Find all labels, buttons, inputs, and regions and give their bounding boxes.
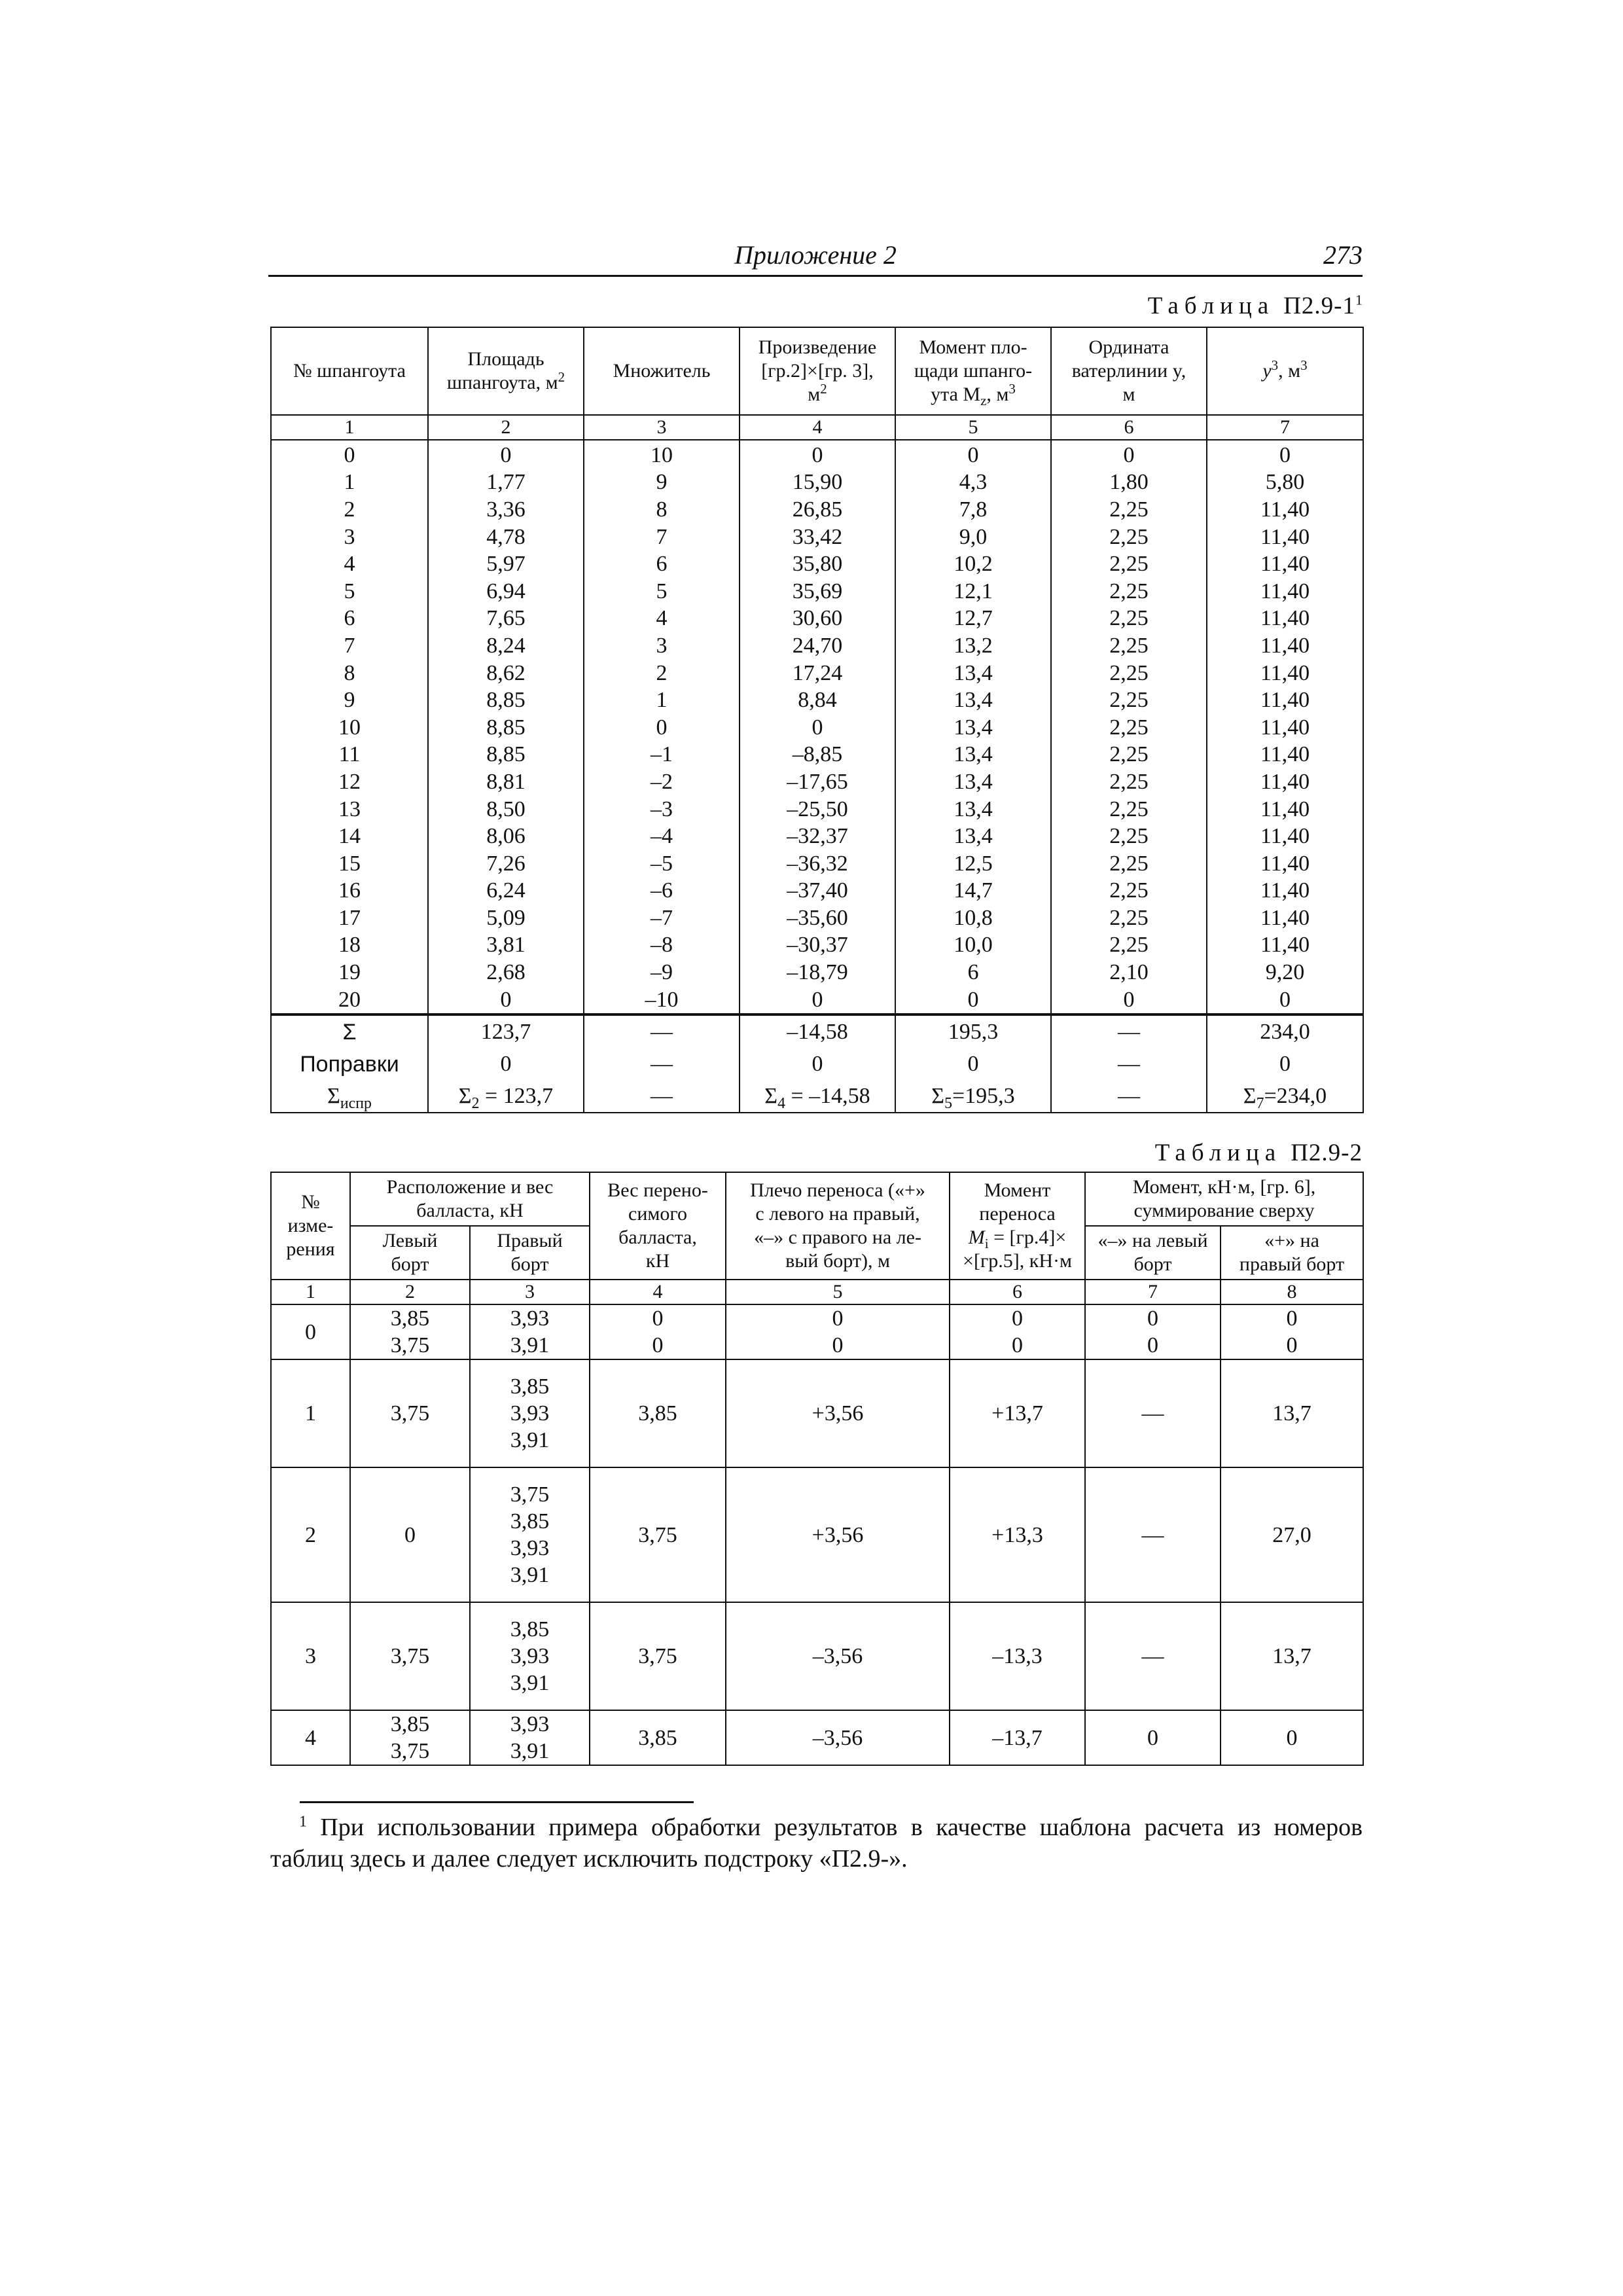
table-cell: 27,0: [1221, 1467, 1363, 1602]
table-cell: 0: [1085, 1710, 1221, 1765]
table-cell: 13,4: [895, 823, 1051, 850]
table-cell: –5: [584, 850, 740, 878]
table-cell: 11,40: [1207, 796, 1363, 823]
table-cell: –36,32: [740, 850, 895, 878]
corrections-label: Поправки: [271, 1048, 428, 1080]
table-cell: 0: [428, 440, 584, 469]
table-cell: 0 0: [950, 1304, 1085, 1359]
table-cell: 8,24: [428, 632, 584, 660]
column-number: 2: [350, 1280, 470, 1304]
measurement-number: 3: [271, 1602, 350, 1710]
table-cell: 5,97: [428, 550, 584, 578]
table-cell: 12: [271, 768, 428, 796]
table-cell: 11: [271, 742, 428, 769]
table-cell: 17: [271, 905, 428, 932]
table-cell: —: [1051, 1014, 1207, 1048]
column-number: 6: [950, 1280, 1085, 1304]
table-cell: 0: [428, 986, 584, 1015]
table-1-footnote-mark: 1: [1355, 291, 1363, 308]
table-cell: 3: [584, 632, 740, 660]
table-cell: 2,25: [1051, 878, 1207, 905]
table-cell: 11,40: [1207, 714, 1363, 742]
table-cell: 10: [271, 714, 428, 742]
table-cell: 8,85: [428, 714, 584, 742]
table-cell: 0: [428, 1048, 584, 1080]
table-cell: 6: [895, 959, 1051, 986]
table-cell: 3,85 3,75: [350, 1710, 470, 1765]
header-transfer-moment: Момент переноса $M_i = [гр.4]\times$ ×[гр.5], кН·м: [950, 1172, 1085, 1280]
table-cell: 3,85: [590, 1710, 726, 1765]
table-cell: 1,80: [1051, 469, 1207, 497]
table-row: [271, 959, 1363, 986]
table-cell: –4: [584, 823, 740, 850]
table-row: [271, 440, 1363, 469]
table-cell: 11,40: [1207, 878, 1363, 905]
table-cell: 0: [1221, 1710, 1363, 1765]
table-cell: 0: [740, 1048, 895, 1080]
table-cell: —: [1051, 1048, 1207, 1080]
measurement-number: 0: [271, 1304, 350, 1359]
table-cell: 2,25: [1051, 823, 1207, 850]
table-cell: 10: [584, 440, 740, 469]
table-cell: 0: [740, 986, 895, 1015]
table-cell: 8,50: [428, 796, 584, 823]
table-cell: 6,24: [428, 878, 584, 905]
table-cell: 7,26: [428, 850, 584, 878]
table-1-body: [271, 440, 1363, 1014]
table-cell: 0: [584, 714, 740, 742]
table-cell: 13,4: [895, 768, 1051, 796]
table-cell: 0: [271, 440, 428, 469]
header-area-moment: Момент пло- щади шпанго- ута $M_z$, $м^3$: [895, 327, 1051, 415]
table-cell: 2,25: [1051, 932, 1207, 960]
table-cell: 0: [1207, 1048, 1363, 1080]
footnote-divider: [300, 1801, 694, 1803]
table-cell: 5,80: [1207, 469, 1363, 497]
table-cell: 4,78: [428, 524, 584, 551]
table-row: [271, 932, 1363, 960]
header-waterline-ordinate: Ордината ватерлинии y, м: [1051, 327, 1207, 415]
table-cell: 9,20: [1207, 959, 1363, 986]
table-row: [271, 986, 1363, 1015]
table-cell: 0: [895, 1048, 1051, 1080]
table-cell: 2: [271, 496, 428, 524]
table-cell: –13,7: [950, 1710, 1085, 1765]
table-row: [271, 660, 1363, 687]
table-2-header-row: [271, 1172, 1363, 1226]
table-cell: –13,3: [950, 1602, 1085, 1710]
column-number: 3: [584, 415, 740, 440]
table-cell: —: [1085, 1467, 1221, 1602]
table-cell: 3,75: [590, 1467, 726, 1602]
measurement-number: 2: [271, 1467, 350, 1602]
table-cell: 2,68: [428, 959, 584, 986]
table-row: [271, 878, 1363, 905]
table-cell: 3,85 3,93 3,91: [470, 1359, 590, 1467]
table-1-totals: [271, 1014, 1363, 1113]
table-cell: 2: [584, 660, 740, 687]
table-cell: 2,25: [1051, 496, 1207, 524]
column-number: 3: [470, 1280, 590, 1304]
table-cell: 0: [1207, 440, 1363, 469]
table-cell: 5,09: [428, 905, 584, 932]
table-cell: 13,4: [895, 687, 1051, 714]
table-cell: –10: [584, 986, 740, 1015]
table-cell: 4: [584, 605, 740, 633]
table-row: [271, 850, 1363, 878]
table-row: [271, 632, 1363, 660]
table-cell: 2,25: [1051, 742, 1207, 769]
header-frame-area: Площадь шпангоута, $м^2$: [428, 327, 584, 415]
table-cell: —: [584, 1014, 740, 1048]
table-cell: 3,36: [428, 496, 584, 524]
table-cell: 11,40: [1207, 905, 1363, 932]
corrected-moment-sum: $\Sigma_5=195,3$: [895, 1080, 1051, 1113]
table-cell: 13,2: [895, 632, 1051, 660]
table-cell: 15: [271, 850, 428, 878]
column-number: 5: [895, 415, 1051, 440]
table-cell: 0: [1207, 986, 1363, 1015]
column-number: 7: [1207, 415, 1363, 440]
header-moved-ballast-weight: Вес перено- симого балласта, кН: [590, 1172, 726, 1280]
header-frame-number: № шпангоута: [271, 327, 428, 415]
measurement-number: 1: [271, 1359, 350, 1467]
table-cell: 16: [271, 878, 428, 905]
table-cell: 0: [740, 714, 895, 742]
table-cell: 5: [584, 578, 740, 605]
sum-row: [271, 1014, 1363, 1048]
table-cell: 30,60: [740, 605, 895, 633]
table-cell: 10,0: [895, 932, 1051, 960]
table-cell: 3,85 3,75: [350, 1304, 470, 1359]
table-cell: –32,37: [740, 823, 895, 850]
table-cell: 0 0: [1085, 1304, 1221, 1359]
table-cell: 11,40: [1207, 632, 1363, 660]
table-cell: 10,8: [895, 905, 1051, 932]
table-cell: –6: [584, 878, 740, 905]
table-cell: 8: [271, 660, 428, 687]
table-2-caption: [1155, 1139, 1363, 1167]
table-cell: 0: [350, 1467, 470, 1602]
table-1-header-row: [271, 327, 1363, 415]
column-number: 2: [428, 415, 584, 440]
sum-label: Σ: [271, 1014, 428, 1048]
table-cell: 8,84: [740, 687, 895, 714]
table-cell: 11,40: [1207, 768, 1363, 796]
table-cell: 0: [740, 440, 895, 469]
table-cell: +3,56: [726, 1467, 950, 1602]
table-cell: 13,4: [895, 742, 1051, 769]
column-number: 4: [740, 415, 895, 440]
table-cell: 2,25: [1051, 714, 1207, 742]
header-left-side: Левый борт: [350, 1226, 470, 1280]
table-cell: 8,06: [428, 823, 584, 850]
table-cell: 11,40: [1207, 687, 1363, 714]
table-cell: 8: [584, 496, 740, 524]
table-cell: 13: [271, 796, 428, 823]
table-cell: 123,7: [428, 1014, 584, 1048]
table-cell: 2,25: [1051, 687, 1207, 714]
table-cell: 11,40: [1207, 496, 1363, 524]
header-measurement-number: № изме- рения: [271, 1172, 350, 1280]
table-cell: —: [1085, 1359, 1221, 1467]
table-cell: 8,85: [428, 742, 584, 769]
table-cell: –3,56: [726, 1710, 950, 1765]
table-cell: –1: [584, 742, 740, 769]
table-cell: 7,8: [895, 496, 1051, 524]
table-cell: 2,25: [1051, 796, 1207, 823]
table-row: [271, 1467, 1363, 1602]
page-header: [268, 240, 1363, 277]
table-cell: 1: [584, 687, 740, 714]
table-row: [271, 578, 1363, 605]
table-1-caption-number: П2.9-1: [1283, 293, 1355, 319]
header-product: Произведение [гр.2]×[гр. 3], $м^2$: [740, 327, 895, 415]
table-cell: 8,81: [428, 768, 584, 796]
table-cell: —: [584, 1080, 740, 1113]
column-number: 6: [1051, 415, 1207, 440]
table-cell: 24,70: [740, 632, 895, 660]
table-cell: 0: [895, 986, 1051, 1015]
table-cell: 13,7: [1221, 1359, 1363, 1467]
table-cell: 234,0: [1207, 1014, 1363, 1048]
table-cell: 2,10: [1051, 959, 1207, 986]
table-cell: 3,81: [428, 932, 584, 960]
table-cell: 3,93 3,91: [470, 1304, 590, 1359]
table-cell: 4,3: [895, 469, 1051, 497]
footnote-mark: 1: [299, 1813, 307, 1831]
table-2-column-number-row: [271, 1280, 1363, 1304]
table-cell: 26,85: [740, 496, 895, 524]
table-2-caption-number: П2.9-2: [1291, 1139, 1363, 1166]
header-to-right-side: «+» на правый борт: [1221, 1226, 1363, 1280]
table-cell: +3,56: [726, 1359, 950, 1467]
table-cell: 1,77: [428, 469, 584, 497]
table-row: [271, 550, 1363, 578]
table-cell: 5: [271, 578, 428, 605]
table-cell: 11,40: [1207, 850, 1363, 878]
table-cell: 11,40: [1207, 550, 1363, 578]
column-number: 7: [1085, 1280, 1221, 1304]
table-cell: –18,79: [740, 959, 895, 986]
table-cell: 8,85: [428, 687, 584, 714]
table-cell: –25,50: [740, 796, 895, 823]
table-cell: 35,69: [740, 578, 895, 605]
table-row: [271, 605, 1363, 633]
table-row: [271, 714, 1363, 742]
table-cell: –9: [584, 959, 740, 986]
running-title: Приложение 2: [734, 240, 897, 270]
corrected-area-sum: $\Sigma_2 = 123,7$: [428, 1080, 584, 1113]
table-cell: 14: [271, 823, 428, 850]
measurement-number: 4: [271, 1710, 350, 1765]
corrected-product-sum: $\Sigma_4 = -14,58$: [740, 1080, 895, 1113]
table-2-caption-word: Таблица: [1154, 1139, 1282, 1166]
table-cell: 6: [271, 605, 428, 633]
table-cell: 3,93 3,91: [470, 1710, 590, 1765]
table-row: [271, 469, 1363, 497]
table-cell: 0 0: [1221, 1304, 1363, 1359]
table-cell: 3,85: [590, 1359, 726, 1467]
table-cell: 2,25: [1051, 850, 1207, 878]
table-cell: 7: [271, 632, 428, 660]
table-cell: 17,24: [740, 660, 895, 687]
header-right-side: Правый борт: [470, 1226, 590, 1280]
table-cell: 6,94: [428, 578, 584, 605]
table-cell: –35,60: [740, 905, 895, 932]
table-cell: 2,25: [1051, 768, 1207, 796]
corrected-sum-row: [271, 1080, 1363, 1113]
table-row: [271, 905, 1363, 932]
table-cell: 11,40: [1207, 742, 1363, 769]
table-cell: 0 0: [726, 1304, 950, 1359]
table-cell: 0 0: [590, 1304, 726, 1359]
table-cell: 2,25: [1051, 905, 1207, 932]
table-cell: 10,2: [895, 550, 1051, 578]
table-cell: 195,3: [895, 1014, 1051, 1048]
header-ballast-location: Расположение и вес балласта, кН: [350, 1172, 590, 1226]
table-row: [271, 742, 1363, 769]
table-cell: +13,3: [950, 1467, 1085, 1602]
table-cell: 7,65: [428, 605, 584, 633]
table-row: [271, 796, 1363, 823]
table-cell: –3,56: [726, 1602, 950, 1710]
table-cell: –8: [584, 932, 740, 960]
table-cell: 11,40: [1207, 932, 1363, 960]
table-1: [270, 327, 1364, 1113]
table-cell: +13,7: [950, 1359, 1085, 1467]
column-number: 8: [1221, 1280, 1363, 1304]
footnote: [270, 1812, 1363, 1874]
table-cell: 4: [271, 550, 428, 578]
table-cell: 11,40: [1207, 605, 1363, 633]
table-row: [271, 1602, 1363, 1710]
table-2: [270, 1172, 1364, 1766]
table-cell: 13,4: [895, 660, 1051, 687]
table-cell: 2,25: [1051, 660, 1207, 687]
header-to-left-side: «–» на левый борт: [1085, 1226, 1221, 1280]
corrected-ycube-sum: $\Sigma_7=234,0$: [1207, 1080, 1363, 1113]
table-cell: 3,75: [350, 1359, 470, 1467]
table-cell: –30,37: [740, 932, 895, 960]
corrected-sum-label: $\Sigma_{испр}$: [271, 1080, 428, 1113]
table-cell: –8,85: [740, 742, 895, 769]
column-number: 5: [726, 1280, 950, 1304]
header-multiplier: Множитель: [584, 327, 740, 415]
table-cell: 9: [584, 469, 740, 497]
table-cell: 13,4: [895, 714, 1051, 742]
table-cell: –37,40: [740, 878, 895, 905]
table-cell: 11,40: [1207, 660, 1363, 687]
table-cell: 15,90: [740, 469, 895, 497]
table-row: [271, 687, 1363, 714]
header-transfer-arm: Плечо переноса («+» с левого на правый, «–» с правого на ле- вый борт), м: [726, 1172, 950, 1280]
table-cell: 12,7: [895, 605, 1051, 633]
column-number: 4: [590, 1280, 726, 1304]
table-cell: 13,7: [1221, 1602, 1363, 1710]
table-cell: 14,7: [895, 878, 1051, 905]
table-cell: 2,25: [1051, 632, 1207, 660]
table-row: [271, 496, 1363, 524]
table-cell: 3: [271, 524, 428, 551]
table-cell: 3,75 3,85 3,93 3,91: [470, 1467, 590, 1602]
table-cell: 19: [271, 959, 428, 986]
table-cell: 9: [271, 687, 428, 714]
table-cell: 33,42: [740, 524, 895, 551]
table-cell: 7: [584, 524, 740, 551]
table-cell: 9,0: [895, 524, 1051, 551]
table-cell: 11,40: [1207, 578, 1363, 605]
table-cell: 3,85 3,93 3,91: [470, 1602, 590, 1710]
table-cell: 3,75: [350, 1602, 470, 1710]
header-cumulative-moment: Момент, кН·м, [гр. 6], суммирование сверху: [1085, 1172, 1363, 1226]
table-cell: 1: [271, 469, 428, 497]
table-cell: 18: [271, 932, 428, 960]
table-row: [271, 1710, 1363, 1765]
header-y-cubed: $y^3$, $м^3$: [1207, 327, 1363, 415]
table-cell: 2,25: [1051, 550, 1207, 578]
table-cell: –3: [584, 796, 740, 823]
footnote-text: При использовании примера обработки результатов в качестве шаблона расчета из номеров таблиц здесь и далее следует исключить подстроку «П2.9-».: [270, 1814, 1363, 1873]
table-1-column-number-row: [271, 415, 1363, 440]
table-row: [271, 768, 1363, 796]
table-cell: 0: [1051, 440, 1207, 469]
table-cell: 8,62: [428, 660, 584, 687]
table-cell: 20: [271, 986, 428, 1015]
table-cell: –14,58: [740, 1014, 895, 1048]
table-cell: –7: [584, 905, 740, 932]
table-cell: —: [1051, 1080, 1207, 1113]
table-row: [271, 1359, 1363, 1467]
table-cell: 35,80: [740, 550, 895, 578]
table-cell: 12,1: [895, 578, 1051, 605]
table-cell: –2: [584, 768, 740, 796]
table-2-body: [271, 1304, 1363, 1765]
table-cell: —: [584, 1048, 740, 1080]
table-cell: 2,25: [1051, 578, 1207, 605]
table-cell: 0: [1051, 986, 1207, 1015]
corrections-row: [271, 1048, 1363, 1080]
table-cell: 2,25: [1051, 605, 1207, 633]
table-cell: 6: [584, 550, 740, 578]
column-number: 1: [271, 415, 428, 440]
table-row: [271, 1304, 1363, 1359]
table-cell: 12,5: [895, 850, 1051, 878]
table-cell: —: [1085, 1602, 1221, 1710]
table-cell: –17,65: [740, 768, 895, 796]
column-number: 1: [271, 1280, 350, 1304]
table-row: [271, 823, 1363, 850]
page-number: 273: [1323, 240, 1363, 270]
table-row: [271, 524, 1363, 551]
table-cell: 11,40: [1207, 524, 1363, 551]
table-cell: 3,75: [590, 1602, 726, 1710]
table-cell: 11,40: [1207, 823, 1363, 850]
table-cell: 13,4: [895, 796, 1051, 823]
table-cell: 0: [895, 440, 1051, 469]
table-cell: 2,25: [1051, 524, 1207, 551]
table-1-caption: [1148, 292, 1363, 320]
table-1-caption-word: Таблица: [1147, 293, 1275, 319]
